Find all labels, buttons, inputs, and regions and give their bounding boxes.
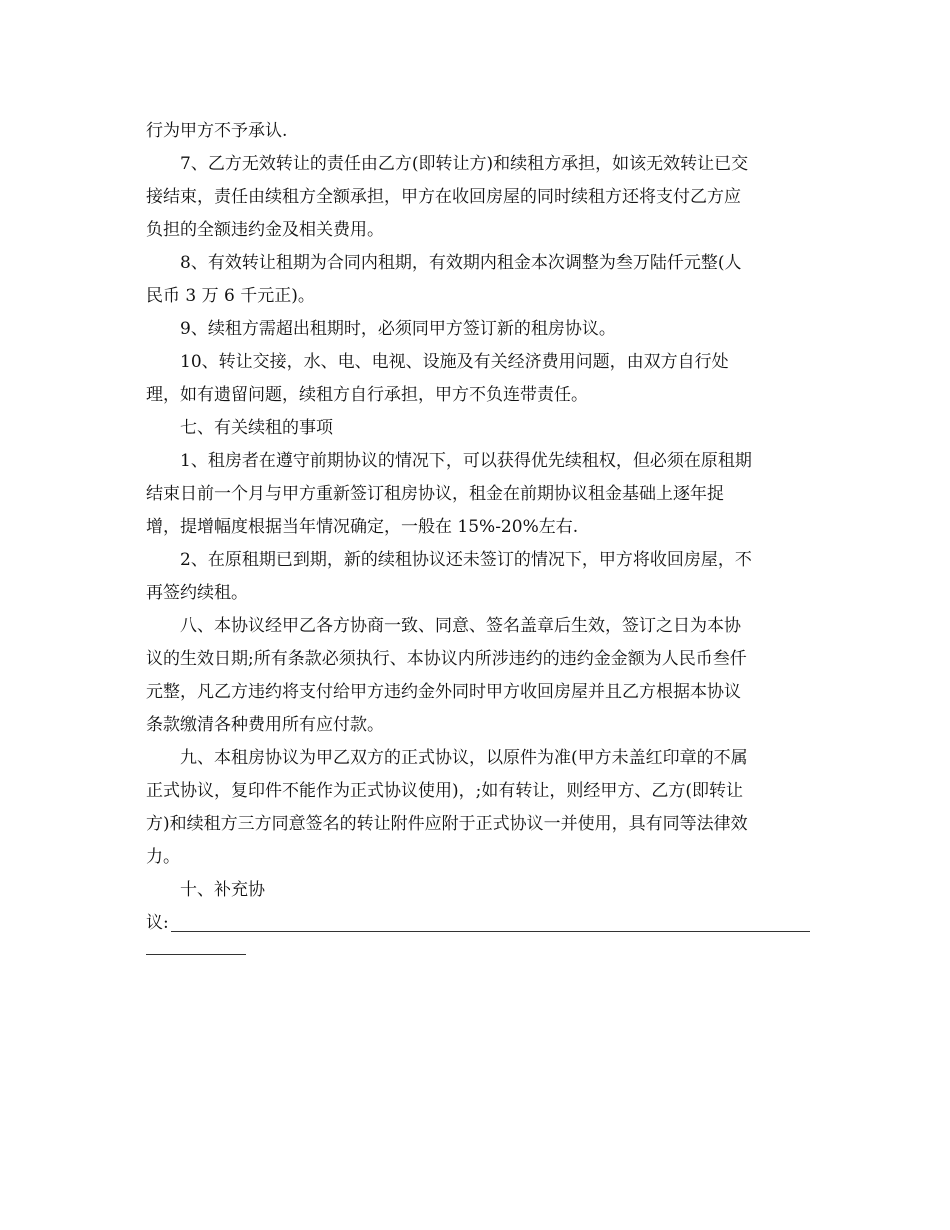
document-body <box>146 115 810 907</box>
text-line: 条款缴清各种费用所有应付款。 <box>146 715 384 735</box>
text-line: 正式协议，复印件不能作为正式协议使用)，;如有转让，则经甲方、乙方(即转让 <box>146 781 743 801</box>
text-line: 增，提增幅度根据当年情况确定，一般在 15%-20%左右. <box>146 517 579 537</box>
text-line: 九、本租房协议为甲乙双方的正式协议，以原件为准(甲方未盖红印章的不属 <box>180 748 748 768</box>
text-line: 议的生效日期;所有条款必须执行、本协议内所涉违约的违约金金额为人民币叁仟 <box>146 649 747 669</box>
text-line: 理，如有遗留问题，续租方自行承担，甲方不负连带责任。 <box>146 385 588 405</box>
text-line: 力。 <box>146 847 180 867</box>
supplement-blank-rule-continued <box>146 954 246 955</box>
text-line: 七、有关续租的事项 <box>180 418 333 438</box>
supplement-label: 议: <box>146 913 169 933</box>
text-line: 再签约续租。 <box>146 583 248 603</box>
text-line: 7、乙方无效转让的责任由乙方(即转让方)和续租方承担，如该无效转让已交 <box>180 154 749 174</box>
text-line: 八、本协议经甲乙各方协商一致、同意、签名盖章后生效，签订之日为本协 <box>180 616 741 636</box>
text-line: 9、续租方需超出租期时，必须同甲方签订新的租房协议。 <box>180 319 616 339</box>
document-page <box>146 115 810 955</box>
text-line: 负担的全额违约金及相关费用。 <box>146 220 384 240</box>
text-line: 接结束，责任由续租方全额承担，甲方在收回房屋的同时续租方还将支付乙方应 <box>146 187 741 207</box>
text-line: 十、补充协 <box>180 880 265 900</box>
text-line: 元整，凡乙方违约将支付给甲方违约金外同时甲方收回房屋并且乙方根据本协议 <box>146 682 741 702</box>
supplement-blank-rule <box>171 931 810 932</box>
text-line: 8、有效转让租期为合同内租期，有效期内租金本次调整为叁万陆仟元整(人 <box>180 253 742 273</box>
supplement-line <box>146 907 810 940</box>
text-line: 1、租房者在遵守前期协议的情况下，可以获得优先续租权，但必须在原租期 <box>180 451 752 471</box>
text-line: 民币 3 万 6 千元正)。 <box>146 286 315 306</box>
text-line: 10、转让交接，水、电、电视、设施及有关经济费用问题，由双方自行处 <box>180 352 729 372</box>
text-line: 2、在原租期已到期，新的续租协议还未签订的情况下，甲方将收回房屋，不 <box>180 550 752 570</box>
text-line: 方)和续租方三方同意签名的转让附件应附于正式协议一并使用，具有同等法律效 <box>146 814 748 834</box>
text-line: 结束日前一个月与甲方重新签订租房协议，租金在前期协议租金基础上逐年捉 <box>146 484 724 504</box>
text-line: 行为甲方不予承认. <box>146 121 288 141</box>
